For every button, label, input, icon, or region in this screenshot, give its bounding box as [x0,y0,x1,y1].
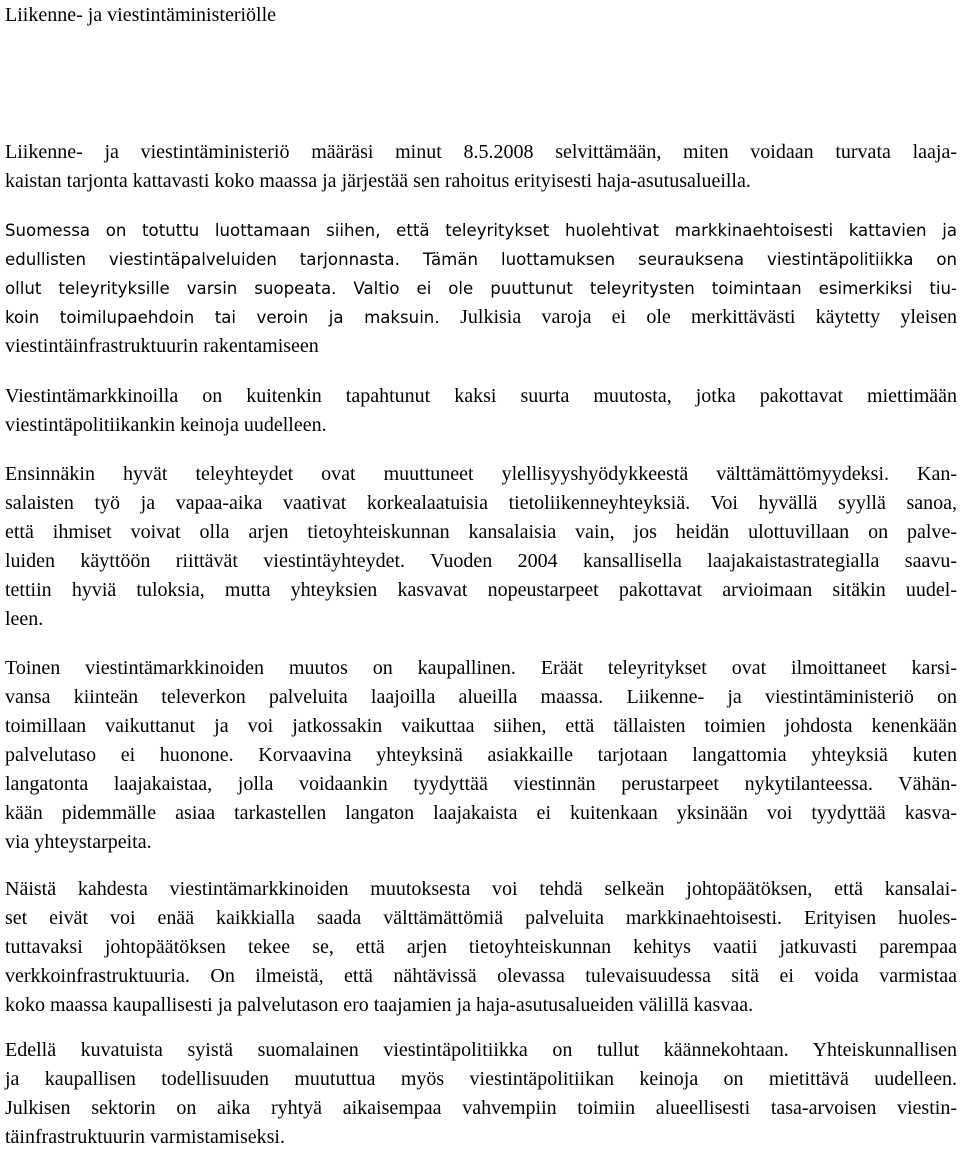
paragraph-line: leen. [5,608,44,630]
paragraph-line: luiden käyttöön riittävät viestintäyhteydet. Vuoden 2004 kansallisella laajakaistastrategialla saavu- [5,550,957,572]
paragraph-line: verkkoinfrastruktuuria. On ilmeistä, että nähtävissä olevassa tulevaisuudessa sitä ei voida varmistaa [5,965,957,987]
paragraph-line: langatonta laajakaistaa, jolla voidaankin tyydyttää viestinnän perustarpeet nykytilanteessa. Vähän- [5,773,957,795]
paragraph-line: Suomessa on totuttu luottamaan siihen, että teleyritykset huolehtivat markkinaehtoisesti kattavien ja [5,221,957,240]
paragraph-4 [5,460,957,634]
paragraph-line: viestintäinfrastruktuurin rakentamiseen [5,335,319,357]
paragraph-line: tuttavaksi johtopäätöksen tekee se, että arjen tietoyhteiskunnan kehitys vaatii jatkuvasti parempaa [5,936,957,958]
paragraph-line: palvelutaso ei huonone. Korvaavina yhteyksinä asiakkaille tarjotaan langattomia yhteyksiä kuten [5,744,957,766]
document-heading: Liikenne- ja viestintäministeriölle [5,4,277,26]
paragraph-1 [5,138,957,196]
paragraph-line: että ihmiset voivat olla arjen tietoyhteiskunnan kansalaisia vain, jos heidän ulottuvillaan on palve- [5,521,957,543]
paragraph-line: Liikenne- ja viestintäministeriö määräsi minut 8.5.2008 selvittämään, miten voidaan turvata laaja- [5,141,957,163]
paragraph-line: Julkisen sektorin on aika ryhtyä aikaisempaa vahvempiin toimiin alueellisesti tasa-arvoisen viestin- [5,1097,957,1119]
paragraph-line: Näistä kahdesta viestintämarkkinoiden muutoksesta voi tehdä selkeän johtopäätöksen, että kansalai- [5,878,957,900]
paragraph-line: kään pidemmälle asiaa tarkastellen langaton laajakaista ei kuitenkaan yksinään voi tyydyttää kasva- [5,802,957,824]
paragraph-line: Ensinnäkin hyvät teleyhteydet ovat muuttuneet ylellisyyshyödykkeestä välttämättömyydeksi. Kan- [5,463,957,485]
paragraph-line: täinfrastruktuurin varmistamiseksi. [5,1126,285,1148]
paragraph-5 [5,654,957,857]
paragraph-line: viestintäpolitiikankin keinoja uudelleen. [5,414,327,436]
paragraph-line: vansa kiinteän televerkon palveluita laajoilla alueilla maassa. Liikenne- ja viestintäministeriö on [5,686,957,708]
paragraph-line [5,303,957,332]
paragraph-line: tettiin hyviä tuloksia, mutta yhteyksien kasvavat nopeustarpeet pakottavat arvioimaan sitäkin uudel- [5,579,957,601]
paragraph-run: koin toimilupaehdoin tai veroin ja maksuin. [5,308,440,327]
paragraph-7 [5,1036,957,1152]
paragraph-line: toimillaan vaikuttanut ja voi jatkossakin vaikuttaa siihen, että tällaisten toimien johdosta kenenkään [5,715,957,737]
paragraph-line: edullisten viestintäpalveluiden tarjonnasta. Tämän luottamuksen seurauksena viestintäpolitiikka on [5,250,957,269]
paragraph-run: Julkisia varoja ei ole merkittävästi käytetty yleisen [460,306,957,328]
paragraph-line: ollut teleyrityksille varsin suopeata. Valtio ei ole puuttunut teleyritysten toimintaan esimerkiksi tiu- [5,279,957,298]
paragraph-line: salaisten työ ja vapaa-aika vaativat korkealaatuisia tietoliikenneyhteyksiä. Voi hyvällä syyllä sanoa, [5,492,957,514]
paragraph-line: via yhteystarpeita. [5,831,152,853]
paragraph-3 [5,382,957,440]
paragraph-line: Viestintämarkkinoilla on kuitenkin tapahtunut kaksi suurta muutosta, jotka pakottavat miettimään [5,385,957,407]
paragraph-line: kaistan tarjonta kattavasti koko maassa ja järjestää sen rahoitus erityisesti haja-asutusalueilla. [5,170,751,192]
paragraph-line: set eivät voi enää kaikkialla saada välttämättömiä palveluita markkinaehtoisesti. Erityisen huoles- [5,907,957,929]
paragraph-6 [5,875,957,1020]
paragraph-line: ja kaupallisen todellisuuden muututtua myös viestintäpolitiikan keinoja on mietittävä uudelleen. [5,1068,957,1090]
paragraph-line: Edellä kuvatuista syistä suomalainen viestintäpolitiikka on tullut käännekohtaan. Yhteiskunnallisen [5,1039,957,1061]
paragraph-2 [5,216,957,361]
paragraph-line: koko maassa kaupallisesti ja palvelutason ero taajamien ja haja-asutusalueiden välillä kasvaa. [5,994,754,1016]
paragraph-line: Toinen viestintämarkkinoiden muutos on kaupallinen. Eräät teleyritykset ovat ilmoittaneet karsi- [5,657,957,679]
